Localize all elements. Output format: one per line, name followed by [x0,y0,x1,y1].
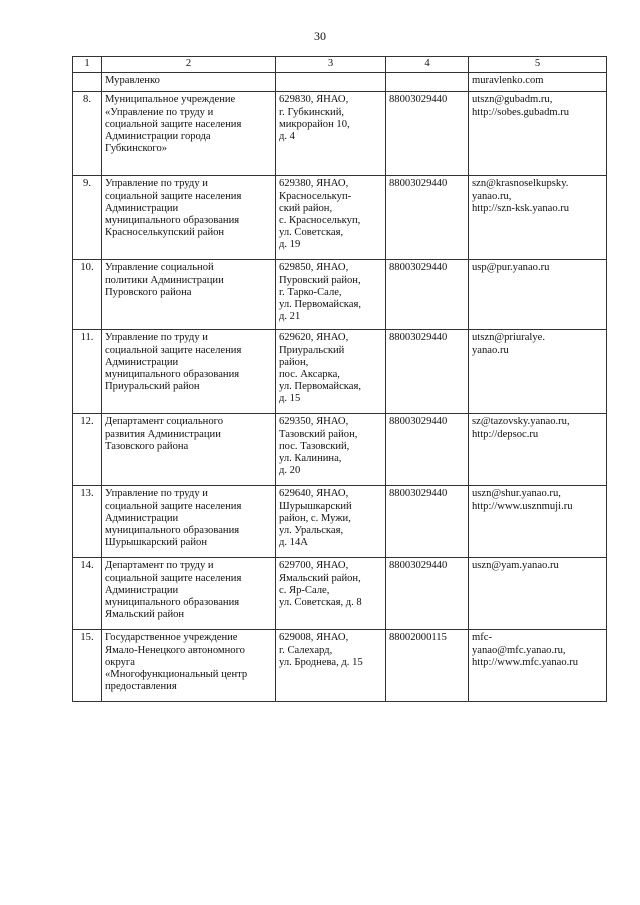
address-line: район, [279,356,309,368]
column-header: 2 [102,57,276,73]
agency-name-line: Ямало-Ненецкого автономного [105,644,245,656]
agency-name-line: Муниципальное учреждение [105,94,236,106]
address-line: 629640, ЯНАО, [279,488,349,500]
contact-line: utszn@priuralye. [472,332,546,344]
agency-name-line: «Управление по труду и [105,106,214,118]
contact-line: yanao.ru, [472,190,512,202]
table-row [73,73,607,92]
agency-name-line: социальной защите населения [105,572,242,584]
address-cell [276,414,386,486]
agency-name-line: социальной защите населения [105,344,242,356]
address-cell [276,73,386,92]
contact-cell [469,73,607,92]
phone-cell [386,73,469,92]
agency-name-line: социальной защите населения [105,190,242,202]
address-line: ул. Советская, [279,227,344,239]
address-line: Ямальский район, [279,572,361,584]
contact-line: szn@krasnoselkupsky. [472,178,569,190]
row-number-cell: 11. [73,330,102,414]
address-line: район, с. Мужи, [279,512,351,524]
address-line: 629830, ЯНАО, [279,94,349,106]
agency-name-line: социальной защите населения [105,500,242,512]
contact-cell [469,486,607,558]
address-cell [276,260,386,330]
row-number-cell: 13. [73,486,102,558]
address-line: Красноселькуп- [279,190,352,202]
agency-name-line: социальной защите населения [105,118,242,130]
address-line: г. Салехард, [279,644,333,656]
contact-line: utszn@gubadm.ru, [472,94,553,106]
address-line: д. 4 [279,131,295,143]
table-row [73,414,607,486]
address-line: г. Губкинский, [279,106,345,118]
phone-cell: 88003029440 [386,176,469,260]
contact-line: usp@pur.yanao.ru [472,262,550,274]
address-line: Шурышкарский [279,500,352,512]
page-number: 30 [314,29,326,43]
table-row [73,630,607,702]
contact-line: uszn@shur.yanao.ru, [472,488,561,500]
address-cell [276,330,386,414]
address-line: пос. Тазовский, [279,440,350,452]
row-number-cell: 15. [73,630,102,702]
address-cell [276,558,386,630]
column-header: 3 [276,57,386,73]
agency-name-line: Управление социальной [105,262,214,274]
contact-cell [469,630,607,702]
contact-line: http://depsoc.ru [472,428,539,440]
agency-name-cell [102,486,276,558]
contact-line: sz@tazovsky.yanao.ru, [472,416,570,428]
address-line: ул. Уральская, [279,525,344,537]
table-row [73,558,607,630]
address-line: 629350, ЯНАО, [279,416,349,428]
agency-name-line: Администрации [105,202,179,214]
contact-line: yanao.ru [472,344,509,356]
contact-cell [469,414,607,486]
address-line: Пуровский район, [279,274,361,286]
address-cell [276,92,386,176]
row-number-cell: 9. [73,176,102,260]
phone-cell: 88003029440 [386,92,469,176]
agency-name-line: предоставления [105,681,177,693]
address-line: д. 20 [279,465,301,477]
table-row [73,486,607,558]
contact-cell [469,330,607,414]
agency-name-line: Красноселькупский район [105,227,225,239]
address-line: д. 14А [279,537,308,549]
agency-name-line: Администрации [105,584,179,596]
table-row [73,260,607,330]
address-line: микрорайон 10, [279,118,350,130]
address-line: ул. Первомайская, [279,299,362,311]
agency-name-cell [102,630,276,702]
agency-name-line: Администрации [105,512,179,524]
agency-name-cell [102,260,276,330]
phone-cell: 88003029440 [386,486,469,558]
agency-name-line: муниципального образования [105,525,240,537]
address-line: пос. Аксарка, [279,369,340,381]
agency-name-line: Тазовского района [105,440,189,452]
agency-name-line: Администрации [105,356,179,368]
column-header: 1 [73,57,102,73]
agency-name-line: политики Администрации [105,274,224,286]
agency-name-cell [102,330,276,414]
address-line: д. 15 [279,393,301,405]
row-number-cell: 12. [73,414,102,486]
row-number-cell: 14. [73,558,102,630]
table-row [73,330,607,414]
agency-name-cell [102,414,276,486]
address-cell [276,176,386,260]
address-cell [276,630,386,702]
agency-name-line: Департамент социального [105,416,223,428]
agency-name-line: «Многофункциональный центр [105,669,248,681]
agency-name-line: Управление по труду и [105,332,208,344]
agency-name-line: развития Администрации [105,428,221,440]
agency-name-line: Государственное учреждение [105,632,238,644]
agency-name-line: муниципального образования [105,215,240,227]
agency-name-line: Управление по труду и [105,488,208,500]
column-header: 4 [386,57,469,73]
contact-cell [469,558,607,630]
contact-line: mfc- [472,632,492,644]
address-line: 629850, ЯНАО, [279,262,349,274]
agency-name-line: округа [105,656,135,668]
phone-cell: 88003029440 [386,558,469,630]
agency-name-line: муниципального образования [105,369,240,381]
phone-cell: 88003029440 [386,260,469,330]
row-number-cell [73,73,102,92]
agency-name-line: Губкинского» [105,143,168,155]
agency-name-line: Шурышкарский район [105,537,208,549]
phone-cell: 88002000115 [386,630,469,702]
contact-line: http://szn-ksk.yanao.ru [472,202,570,214]
agencies-table [72,56,607,702]
agency-name-line: Управление по труду и [105,178,208,190]
address-line: ул. Советская, д. 8 [279,597,362,609]
address-line: 629620, ЯНАО, [279,332,349,344]
phone-cell: 88003029440 [386,414,469,486]
agency-name-line: Приуральский район [105,381,200,393]
agency-name-cell [102,558,276,630]
address-line: ул. Калинина, [279,453,342,465]
contact-cell [469,260,607,330]
agency-name-cell [102,73,276,92]
contact-line: yanao@mfc.yanao.ru, [472,644,566,656]
phone-cell: 88003029440 [386,330,469,414]
agency-name-line: Ямальский район [105,609,185,621]
table-row [73,92,607,176]
address-line: с. Красноселькуп, [279,215,361,227]
agency-name-line: Департамент по труду и [105,560,214,572]
column-header: 5 [469,57,607,73]
address-line: д. 19 [279,239,301,251]
address-line: ул. Первомайская, [279,381,362,393]
address-line: с. Яр-Сале, [279,584,330,596]
agency-name-cell [102,92,276,176]
row-number-cell: 8. [73,92,102,176]
address-line: 629380, ЯНАО, [279,178,349,190]
contact-line: uszn@yam.yanao.ru [472,560,559,572]
address-line: 629700, ЯНАО, [279,560,349,572]
contact-line: http://www.usznmuji.ru [472,500,573,512]
agency-name-line: Муравленко [105,75,160,87]
address-line: Приуральский [279,344,345,356]
agency-name-line: Пуровского района [105,286,192,298]
contact-line: http://www.mfc.yanao.ru [472,656,579,668]
table-row [73,176,607,260]
contact-line: muravlenko.com [472,75,544,87]
contact-line: http://sobes.gubadm.ru [472,106,570,118]
address-line: 629008, ЯНАО, [279,632,349,644]
address-line: г. Тарко-Сале, [279,286,342,298]
agency-name-line: муниципального образования [105,597,240,609]
address-line: ский район, [279,202,333,214]
address-line: д. 21 [279,311,301,323]
contact-cell [469,92,607,176]
row-number-cell: 10. [73,260,102,330]
agency-name-line: Администрации города [105,131,211,143]
address-line: ул. Броднева, д. 15 [279,656,363,668]
contact-cell [469,176,607,260]
column-header-row [73,57,607,73]
agency-name-cell [102,176,276,260]
address-line: Тазовский район, [279,428,358,440]
address-cell [276,486,386,558]
